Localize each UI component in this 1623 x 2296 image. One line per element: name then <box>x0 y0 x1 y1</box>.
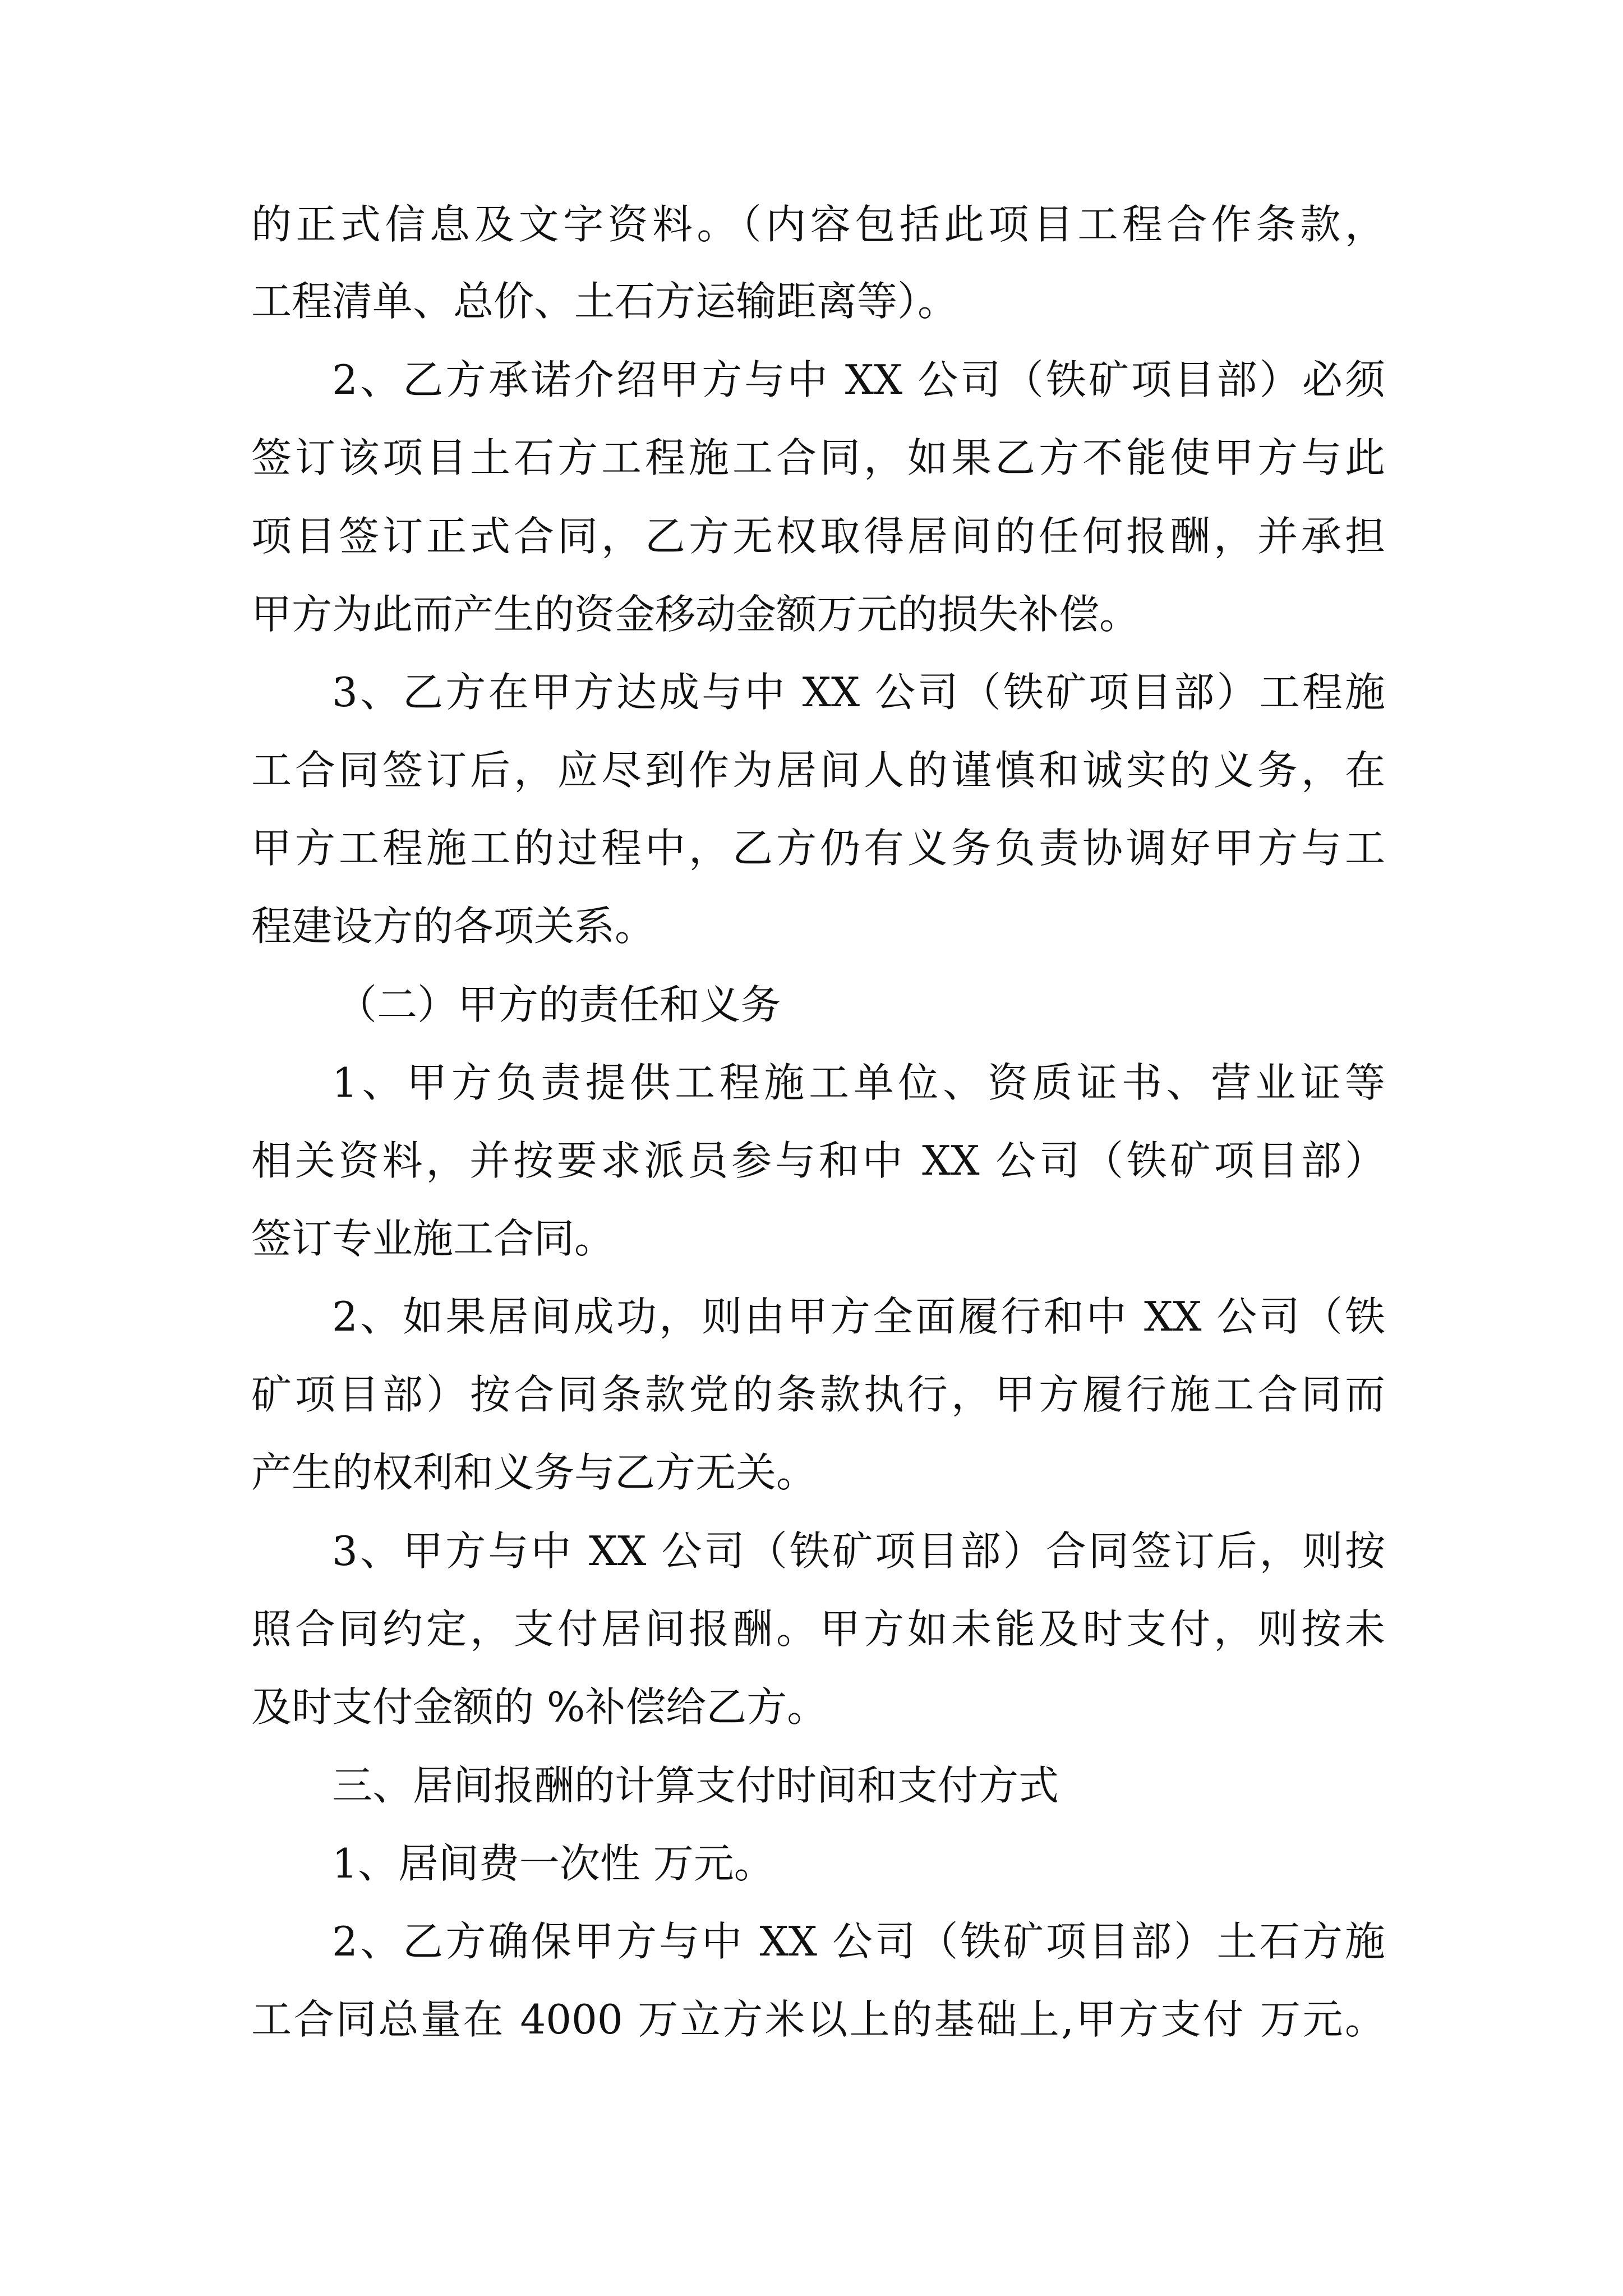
text-line: 项目签订正式合同，乙方无权取得居间的任何报酬，并承担 <box>251 513 1385 560</box>
paragraph-first-line: 1、甲方负责提供工程施工单位、资质证书、营业证等 <box>332 1059 1385 1106</box>
section-heading: 三、居间报酬的计算支付时间和支付方式 <box>332 1762 1059 1809</box>
text-line: 1、居间费一次性 万元。 <box>332 1840 774 1887</box>
paragraph-first-line: 3、甲方与中 XX 公司（铁矿项目部）合同签订后，则按 <box>332 1527 1385 1575</box>
paragraph-first-line: 2、如果居间成功，则由甲方全面履行和中 XX 公司（铁 <box>332 1293 1385 1340</box>
text-line: 及时支付金额的 %补偿给乙方。 <box>251 1683 828 1731</box>
text-line: 相关资料，并按要求派员参与和中 XX 公司（铁矿项目部） <box>251 1137 1385 1184</box>
text-line: 工合同签订后，应尽到作为居间人的谨慎和诚实的义务，在 <box>251 747 1385 794</box>
paragraph-first-line: 3、乙方在甲方达成与中 XX 公司（铁矿项目部）工程施 <box>332 669 1385 716</box>
paragraph-first-line: 2、乙方确保甲方与中 XX 公司（铁矿项目部）土石方施 <box>332 1918 1385 1965</box>
text-line: 签订专业施工合同。 <box>251 1215 615 1262</box>
text-line: 甲方为此而产生的资金移动金额万元的损失补偿。 <box>251 591 1140 638</box>
text-line: 的正式信息及文字资料。（内容包括此项目工程合作条款， <box>251 201 1385 248</box>
text-line: 产生的权利和义务与乙方无关。 <box>251 1449 817 1496</box>
text-line: 工合同总量在 4000 万立方米以上的基础上,甲方支付 万元。 <box>251 1996 1385 2043</box>
text-line: 矿项目部）按合同条款党的条款执行，甲方履行施工合同而 <box>251 1371 1385 1418</box>
text-line: 程建设方的各项关系。 <box>251 903 656 950</box>
text-line: 甲方工程施工的过程中，乙方仍有义务负责协调好甲方与工 <box>251 825 1385 872</box>
section-heading: （二）甲方的责任和义务 <box>336 981 781 1028</box>
text-line: 照合同约定，支付居间报酬。甲方如未能及时支付，则按未 <box>251 1605 1385 1653</box>
text-line: 工程清单、总价、土石方运输距离等）。 <box>251 278 958 325</box>
paragraph-first-line: 2、乙方承诺介绍甲方与中 XX 公司（铁矿项目部）必须 <box>332 356 1385 403</box>
text-line: 签订该项目土石方工程施工合同，如果乙方不能使甲方与此 <box>251 434 1385 481</box>
